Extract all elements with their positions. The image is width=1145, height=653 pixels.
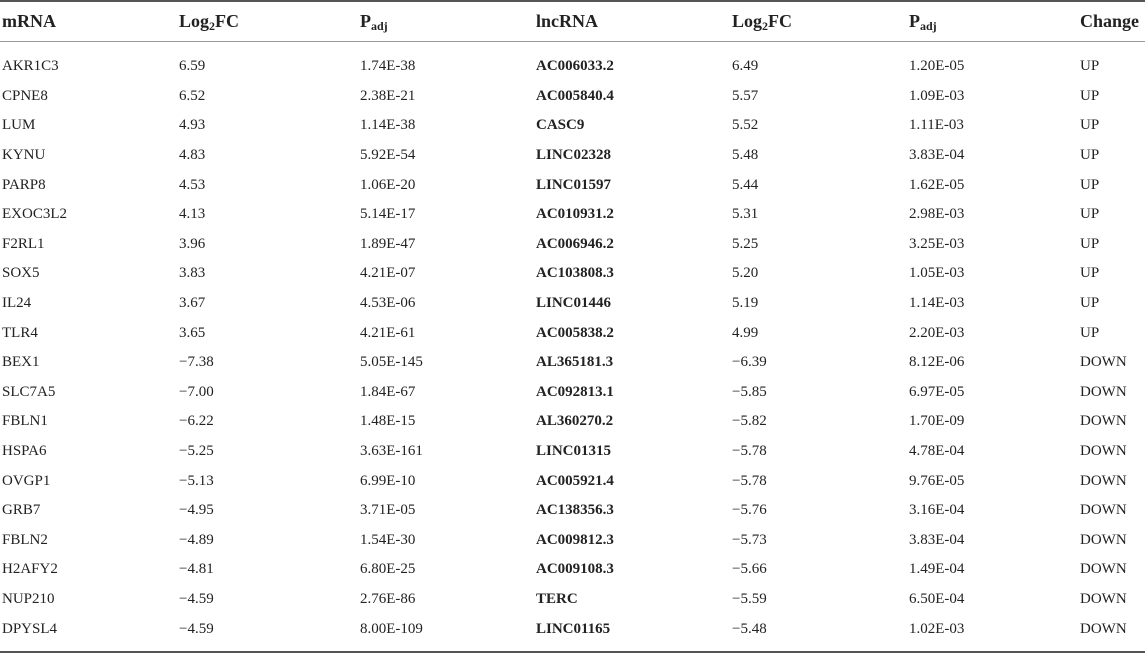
table-row <box>0 437 1145 467</box>
cell-log2fc-mrna: −5.13 <box>179 472 214 489</box>
table-body <box>0 42 1145 644</box>
cell-mrna: IL24 <box>2 295 32 312</box>
cell-change: UP <box>1080 147 1100 164</box>
cell-change: DOWN <box>1080 620 1127 637</box>
header-log2fc-lncrna: Log$_2$FC <box>732 10 793 33</box>
cell-padj-mrna: 1.54E-30 <box>360 531 416 548</box>
cell-log2fc-lncrna: 5.52 <box>732 117 759 134</box>
cell-padj-mrna: 1.74E-38 <box>360 58 416 75</box>
header-lncrna: lncRNA <box>536 10 598 31</box>
cell-log2fc-mrna: −4.59 <box>179 590 214 607</box>
cell-padj-mrna: 1.89E-47 <box>360 235 416 252</box>
table-row <box>0 407 1145 437</box>
cell-padj-lncrna: 9.76E-05 <box>909 472 965 489</box>
cell-padj-mrna: 4.21E-61 <box>360 324 416 341</box>
cell-padj-mrna: 4.53E-06 <box>360 295 416 312</box>
cell-log2fc-lncrna: 5.19 <box>732 295 759 312</box>
table-row <box>0 289 1145 319</box>
cell-change: DOWN <box>1080 354 1127 371</box>
table-row <box>0 42 1145 82</box>
cell-lncrna: AC010931.2 <box>536 206 614 223</box>
cell-log2fc-lncrna: −5.82 <box>732 413 767 430</box>
cell-log2fc-mrna: 4.93 <box>179 117 206 134</box>
header-padj-mrna: $P_{adj}$ <box>360 10 388 33</box>
cell-lncrna: AL360270.2 <box>536 413 614 430</box>
cell-padj-lncrna: 3.83E-04 <box>909 147 965 164</box>
cell-padj-mrna: 1.14E-38 <box>360 117 416 134</box>
cell-padj-lncrna: 4.78E-04 <box>909 443 965 460</box>
cell-padj-mrna: 5.14E-17 <box>360 206 416 223</box>
cell-log2fc-mrna: 3.65 <box>179 324 206 341</box>
cell-padj-lncrna: 3.16E-04 <box>909 502 965 519</box>
table-row <box>0 141 1145 171</box>
cell-change: UP <box>1080 176 1100 193</box>
cell-mrna: SLC7A5 <box>2 383 56 400</box>
cell-lncrna: AC005838.2 <box>536 324 614 341</box>
cell-lncrna: AC138356.3 <box>536 502 614 519</box>
cell-log2fc-mrna: 4.13 <box>179 206 206 223</box>
cell-change: DOWN <box>1080 472 1127 489</box>
cell-padj-lncrna: 1.05E-03 <box>909 265 965 282</box>
cell-lncrna: AC009108.3 <box>536 561 614 578</box>
header-log2fc-mrna: Log$_2$FC <box>179 10 240 33</box>
table-row <box>0 82 1145 112</box>
cell-log2fc-lncrna: 5.31 <box>732 206 759 223</box>
cell-log2fc-mrna: 6.59 <box>179 58 206 75</box>
cell-mrna: OVGP1 <box>2 472 51 489</box>
cell-lncrna: LINC01446 <box>536 295 612 312</box>
table-row <box>0 555 1145 585</box>
cell-log2fc-mrna: −4.95 <box>179 502 214 519</box>
cell-mrna: NUP210 <box>2 590 55 607</box>
header-change: Change <box>1080 10 1140 31</box>
cell-change: UP <box>1080 235 1100 252</box>
cell-log2fc-mrna: 3.83 <box>179 265 206 282</box>
cell-padj-mrna: 5.05E-145 <box>360 354 423 371</box>
cell-padj-mrna: 1.48E-15 <box>360 413 416 430</box>
cell-lncrna: CASC9 <box>536 117 585 134</box>
cell-lncrna: AC005921.4 <box>536 472 614 489</box>
table-row <box>0 466 1145 496</box>
cell-padj-mrna: 6.99E-10 <box>360 472 416 489</box>
cell-padj-lncrna: 1.11E-03 <box>909 117 964 134</box>
cell-padj-lncrna: 1.02E-03 <box>909 620 965 637</box>
table-header-row <box>0 0 1145 42</box>
cell-change: DOWN <box>1080 443 1127 460</box>
cell-log2fc-mrna: −4.81 <box>179 561 214 578</box>
cell-log2fc-lncrna: −5.73 <box>732 531 767 548</box>
cell-log2fc-lncrna: −5.59 <box>732 590 767 607</box>
cell-mrna: EXOC3L2 <box>2 206 67 223</box>
cell-change: DOWN <box>1080 383 1127 400</box>
cell-padj-lncrna: 1.09E-03 <box>909 87 965 104</box>
cell-log2fc-mrna: 4.53 <box>179 176 206 193</box>
cell-padj-lncrna: 8.12E-06 <box>909 354 965 371</box>
cell-change: DOWN <box>1080 590 1127 607</box>
cell-mrna: CPNE8 <box>2 87 48 104</box>
cell-log2fc-mrna: 6.52 <box>179 87 206 104</box>
cell-mrna: FBLN2 <box>2 531 48 548</box>
cell-change: UP <box>1080 295 1100 312</box>
table-row <box>0 526 1145 556</box>
cell-change: UP <box>1080 265 1100 282</box>
cell-mrna: LUM <box>2 117 36 134</box>
cell-log2fc-lncrna: −5.78 <box>732 472 767 489</box>
cell-padj-mrna: 1.84E-67 <box>360 383 416 400</box>
cell-change: UP <box>1080 206 1100 223</box>
cell-lncrna: AL365181.3 <box>536 354 614 371</box>
cell-padj-mrna: 2.38E-21 <box>360 87 416 104</box>
table-row <box>0 200 1145 230</box>
table-row <box>0 111 1145 141</box>
cell-log2fc-mrna: 4.83 <box>179 147 206 164</box>
cell-padj-mrna: 5.92E-54 <box>360 147 416 164</box>
cell-lncrna: LINC01597 <box>536 176 612 193</box>
table-row <box>0 496 1145 526</box>
cell-log2fc-lncrna: 5.20 <box>732 265 759 282</box>
cell-padj-lncrna: 2.98E-03 <box>909 206 965 223</box>
cell-log2fc-lncrna: −5.85 <box>732 383 767 400</box>
cell-log2fc-lncrna: −5.78 <box>732 443 767 460</box>
table-row <box>0 259 1145 289</box>
cell-log2fc-lncrna: 5.57 <box>732 87 759 104</box>
cell-lncrna: LINC02328 <box>536 147 612 164</box>
cell-log2fc-lncrna: −5.66 <box>732 561 767 578</box>
cell-padj-mrna: 3.71E-05 <box>360 502 416 519</box>
cell-log2fc-lncrna: −5.48 <box>732 620 767 637</box>
cell-log2fc-mrna: −5.25 <box>179 443 214 460</box>
cell-mrna: HSPA6 <box>2 443 47 460</box>
header-mrna: mRNA <box>2 10 56 31</box>
table-row <box>0 318 1145 348</box>
cell-log2fc-mrna: −4.59 <box>179 620 214 637</box>
cell-mrna: BEX1 <box>2 354 40 371</box>
table-row <box>0 614 1145 644</box>
cell-log2fc-lncrna: 4.99 <box>732 324 759 341</box>
cell-lncrna: AC006033.2 <box>536 58 614 75</box>
cell-lncrna: AC005840.4 <box>536 87 614 104</box>
cell-mrna: PARP8 <box>2 176 46 193</box>
cell-padj-lncrna: 6.97E-05 <box>909 383 965 400</box>
cell-padj-lncrna: 1.20E-05 <box>909 58 965 75</box>
cell-padj-mrna: 2.76E-86 <box>360 590 416 607</box>
cell-padj-lncrna: 6.50E-04 <box>909 590 965 607</box>
cell-mrna: GRB7 <box>2 502 41 519</box>
cell-mrna: F2RL1 <box>2 235 45 252</box>
cell-change: UP <box>1080 117 1100 134</box>
cell-log2fc-lncrna: −6.39 <box>732 354 767 371</box>
cell-change: UP <box>1080 87 1100 104</box>
cell-mrna: KYNU <box>2 147 46 164</box>
cell-mrna: AKR1C3 <box>2 58 59 75</box>
cell-padj-mrna: 1.06E-20 <box>360 176 416 193</box>
cell-padj-lncrna: 1.62E-05 <box>909 176 965 193</box>
cell-padj-mrna: 4.21E-07 <box>360 265 416 282</box>
table-row <box>0 585 1145 615</box>
cell-padj-mrna: 3.63E-161 <box>360 443 423 460</box>
cell-mrna: SOX5 <box>2 265 40 282</box>
cell-lncrna: AC103808.3 <box>536 265 614 282</box>
cell-log2fc-mrna: −7.38 <box>179 354 214 371</box>
cell-padj-lncrna: 1.70E-09 <box>909 413 965 430</box>
cell-mrna: H2AFY2 <box>2 561 58 578</box>
cell-padj-lncrna: 1.14E-03 <box>909 295 965 312</box>
cell-mrna: TLR4 <box>2 324 38 341</box>
table-row <box>0 170 1145 200</box>
table-header-rule <box>0 41 1145 42</box>
cell-change: DOWN <box>1080 413 1127 430</box>
table-row <box>0 378 1145 408</box>
cell-lncrna: TERC <box>536 590 578 607</box>
cell-padj-mrna: 8.00E-109 <box>360 620 423 637</box>
cell-padj-lncrna: 1.49E-04 <box>909 561 965 578</box>
cell-lncrna: AC009812.3 <box>536 531 614 548</box>
cell-log2fc-mrna: 3.67 <box>179 295 206 312</box>
table-row <box>0 348 1145 378</box>
cell-log2fc-lncrna: 5.44 <box>732 176 759 193</box>
cell-padj-lncrna: 3.83E-04 <box>909 531 965 548</box>
cell-change: DOWN <box>1080 561 1127 578</box>
cell-lncrna: AC006946.2 <box>536 235 614 252</box>
header-padj-lncrna: $P_{adj}$ <box>909 10 937 33</box>
cell-log2fc-lncrna: 6.49 <box>732 58 759 75</box>
cell-mrna: DPYSL4 <box>2 620 58 637</box>
cell-lncrna: AC092813.1 <box>536 383 614 400</box>
cell-change: UP <box>1080 58 1100 75</box>
cell-padj-lncrna: 2.20E-03 <box>909 324 965 341</box>
cell-log2fc-mrna: −4.89 <box>179 531 214 548</box>
cell-log2fc-mrna: 3.96 <box>179 235 206 252</box>
cell-change: DOWN <box>1080 531 1127 548</box>
cell-mrna: FBLN1 <box>2 413 48 430</box>
cell-log2fc-lncrna: 5.48 <box>732 147 759 164</box>
table-row <box>0 230 1145 260</box>
cell-lncrna: LINC01165 <box>536 620 611 637</box>
cell-padj-mrna: 6.80E-25 <box>360 561 416 578</box>
cell-change: UP <box>1080 324 1100 341</box>
cell-log2fc-lncrna: −5.76 <box>732 502 767 519</box>
cell-log2fc-lncrna: 5.25 <box>732 235 759 252</box>
cell-log2fc-mrna: −7.00 <box>179 383 214 400</box>
cell-log2fc-mrna: −6.22 <box>179 413 214 430</box>
cell-lncrna: LINC01315 <box>536 443 612 460</box>
cell-padj-lncrna: 3.25E-03 <box>909 235 965 252</box>
cell-change: DOWN <box>1080 502 1127 519</box>
